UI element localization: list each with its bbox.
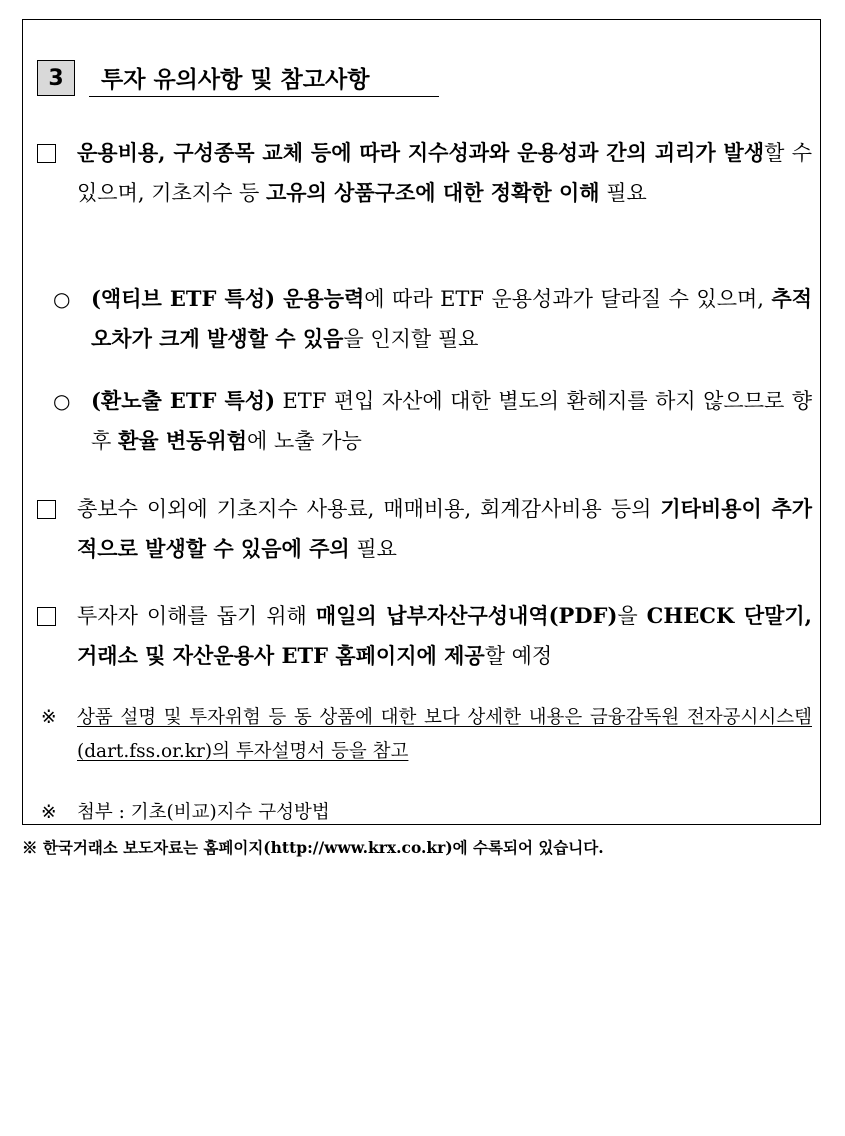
circle-marker: ○ <box>53 389 71 413</box>
item-text <box>37 489 812 569</box>
note-text: 상품 설명 및 투자위험 등 동 상품에 대한 보다 상세한 내용은 금융감독원 전자공시시스템(dart.fss.or.kr)의 투자설명서 등을 참고 <box>77 707 812 762</box>
plain-text: 에 따라 ETF 운용성과가 달라질 수 있으며, <box>364 287 772 311</box>
content-frame <box>22 19 821 825</box>
plain-text: 에 노출 가능 <box>247 429 362 453</box>
emphasis-text: 환율 변동위험 <box>117 428 247 453</box>
circle-marker: ○ <box>53 287 71 311</box>
sub-item-fx-etf <box>53 381 812 461</box>
sub-item-active-etf <box>53 279 812 359</box>
emphasis-text: 기타비용이 추가적으로 발생할 수 있음에 주의 <box>77 496 812 561</box>
bullet-item-fees <box>37 489 812 569</box>
section-number: 3 <box>37 60 75 96</box>
note-dart <box>41 701 812 769</box>
plain-text: 을 <box>617 604 647 628</box>
emphasis-text: 고유의 상품구조에 대한 정확한 이해 <box>266 180 600 205</box>
checkbox-marker <box>37 489 56 532</box>
emphasis-text: (환노출 ETF 특성) <box>91 388 276 413</box>
reference-mark: ※ <box>41 802 57 823</box>
emphasis-text: CHECK 단말기, 거래소 및 자산운용사 ETF 홈페이지에 제공 <box>77 603 812 668</box>
item-text <box>53 279 812 359</box>
checkbox-marker <box>37 596 56 639</box>
plain-text: 총보수 이외에 기초지수 사용료, 매매비용, 회계감사비용 등의 <box>77 497 661 521</box>
note-text: 첨부 : 기초(비교)지수 구성방법 <box>77 802 330 823</box>
footer-note: ※ 한국거래소 보도자료는 홈페이지(http://www.krx.co.kr)에 수록되어 있습니다. <box>22 838 604 857</box>
section-header <box>37 59 439 97</box>
emphasis-text: 매일의 납부자산구성내역(PDF) <box>315 603 618 628</box>
checkbox-marker <box>37 133 56 176</box>
bullet-item-costs <box>37 133 812 213</box>
note-attachment <box>41 796 812 830</box>
emphasis-text: 추적오차가 크게 발생할 수 있음 <box>91 286 812 351</box>
plain-text: 투자자 이해를 돕기 위해 <box>77 604 316 628</box>
plain-text: 할 수 있으며, 기초지수 등 <box>77 141 812 205</box>
emphasis-text: (액티브 ETF 특성) 운용능력 <box>91 286 365 311</box>
emphasis-text: 운용비용, 구성종목 교체 등에 따라 지수성과와 운용성과 간의 괴리가 발생 <box>77 140 765 165</box>
item-text <box>53 381 812 461</box>
plain-text: ETF 편입 자산에 대한 별도의 환헤지를 하지 않으므로 향후 <box>91 389 813 453</box>
reference-mark: ※ <box>41 707 57 728</box>
bullet-item-pdf <box>37 596 812 676</box>
plain-text: 을 인지할 필요 <box>343 327 479 351</box>
section-title: 투자 유의사항 및 참고사항 <box>89 59 439 97</box>
item-text <box>37 133 812 213</box>
item-text <box>37 596 812 676</box>
plain-text: 필요 <box>349 537 397 561</box>
plain-text: 필요 <box>599 181 647 205</box>
plain-text: 할 예정 <box>484 644 553 668</box>
